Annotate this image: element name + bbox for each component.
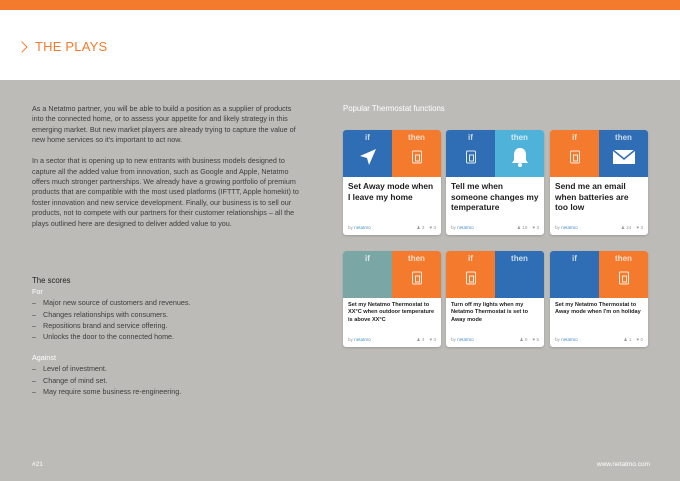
users-count: ♟ 24 [620,225,632,230]
then-label: then [511,254,528,263]
if-label: if [365,133,370,142]
card-footer: by netatmo ♟ 4 ♥ 3 [348,337,436,342]
against-heading: Against [32,353,56,363]
author-link[interactable]: netatmo [457,225,474,230]
thermostat-icon [570,151,580,164]
if-label: if [572,254,577,263]
likes-count: ♥ 3 [532,225,539,230]
if-panel [446,130,495,177]
card-footer: by netatmo ♟ 16 ♥ 3 [451,225,539,230]
then-panel [599,251,648,298]
users-count: ♟ 16 [516,225,528,230]
card-footer: by netatmo ♟ 3 ♥ 3 [348,225,436,230]
likes-count: ♥ 3 [636,225,643,230]
if-label: if [468,133,473,142]
users-count: ♟ 1 [623,337,632,342]
then-panel [392,130,441,177]
page-title [18,39,107,54]
card-footer: by netatmo ♟ 1 ♥ 0 [555,337,643,342]
then-panel [495,130,544,177]
thermostat-icon [412,272,422,285]
functions-heading: Popular Thermostat functions [343,104,445,113]
then-panel [392,251,441,298]
list-item: – Change of mind set. [32,375,302,386]
website-url[interactable]: www.netatmo.com [596,461,650,468]
then-panel [495,251,544,298]
if-panel [550,130,599,177]
likes-count: ♥ 5 [532,337,539,342]
then-label: then [615,254,632,263]
users-count: ♟ 0 [519,337,528,342]
author-link[interactable]: netatmo [354,225,371,230]
recipe-card[interactable] [343,251,441,347]
list-item: – Repositions brand and service offering. [32,320,302,331]
then-label: then [511,133,528,142]
card-title: Turn off my lights when my Netatmo Thermostat is set to Away mode [451,302,529,323]
card-title: Send me an email when batteries are too low [555,181,629,213]
envelope-icon [612,148,636,166]
intro-text [32,104,302,239]
list-item: – Level of investment. [32,363,302,374]
users-count: ♟ 3 [416,225,425,230]
recipe-card[interactable] [446,130,544,235]
if-panel [343,130,392,177]
then-panel [599,130,648,177]
card-title: Set Away mode when I leave my home [348,181,434,202]
scores-section [32,275,302,397]
if-label: if [365,254,370,263]
author-link[interactable]: netatmo [354,337,371,342]
chevron-right-icon [16,41,27,52]
recipe-card[interactable] [446,251,544,347]
if-label: if [572,133,577,142]
likes-count: ♥ 3 [429,337,436,342]
against-list [32,363,302,397]
thermostat-icon [466,151,476,164]
card-title: Tell me when someone changes my temperature [451,181,539,213]
list-item: – Changes relationships with consumers. [32,309,302,320]
for-list [32,297,302,342]
bell-icon [509,146,531,168]
if-label: if [468,254,473,263]
recipe-card[interactable] [550,130,648,235]
intro-paragraph-1: As a Netatmo partner, you will be able to build a position as a supplier of products into the connected home, or to assess your appetite for and likely strategy in this emerging market. But new market players are already trying to capture the value of new home services so it's important to act now. [32,104,296,145]
recipe-card[interactable] [550,251,648,347]
page-header [0,10,680,80]
intro-paragraph-2: In a sector that is opening up to new entrants with business models designed to capture all the added value from innovation, such as Google and Apple, Netatmo offers much stronger partnerships. We already have a growing portfolio of premium products that are compatible with the most used platforms (IFTTT, Apple homekit) to foster innovation and new service development. Finally, our business is to sell our products, not to compete with our partners for their customer relationships – all the plays outlined here are designed to deliver added value to you. [32,156,299,228]
author-link[interactable]: netatmo [457,337,474,342]
author-link[interactable]: netatmo [561,225,578,230]
location-arrow-icon [358,147,378,167]
thermostat-icon [619,272,629,285]
likes-count: ♥ 3 [429,225,436,230]
users-count: ♟ 4 [416,337,425,342]
card-title: Set my Netatmo Thermostat to XX°C when outdoor temperature is above XX°C [348,302,435,323]
then-label: then [408,254,425,263]
author-link[interactable]: netatmo [561,337,578,342]
for-heading: For [32,287,43,297]
page-number: #21 [32,461,43,468]
page-title-text: THE PLAYS [35,39,108,54]
if-panel [550,251,599,298]
list-item: – May require some business re-engineering. [32,386,302,397]
likes-count: ♥ 0 [636,337,643,342]
top-accent-bar [0,0,680,10]
list-item: – Unlocks the door to the connected home. [32,331,302,342]
scores-heading: The scores [32,276,71,285]
recipe-card[interactable] [343,130,441,235]
card-footer: by netatmo ♟ 24 ♥ 3 [555,225,643,230]
thermostat-icon [412,151,422,164]
thermostat-icon [466,272,476,285]
if-panel [343,251,392,298]
list-item: – Major new source of customers and revenues. [32,297,302,308]
then-label: then [615,133,632,142]
card-title: Set my Netatmo Thermostat to Away mode when I'm on holiday [555,302,641,316]
if-panel [446,251,495,298]
card-footer: by netatmo ♟ 0 ♥ 5 [451,337,539,342]
then-label: then [408,133,425,142]
